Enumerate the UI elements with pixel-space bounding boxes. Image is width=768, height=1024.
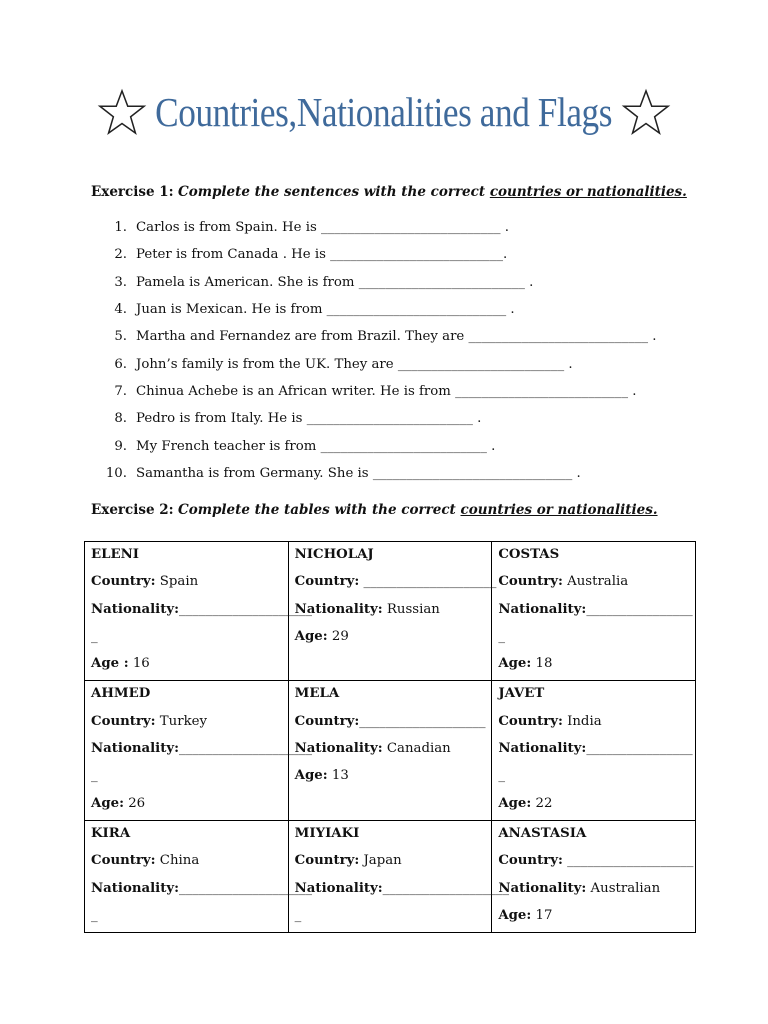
star-right-icon — [622, 88, 670, 136]
field-value: _ — [294, 907, 302, 923]
field-value: ___________________ — [382, 880, 509, 896]
sentence-text: Pamela is American. She is from _________________________ . — [136, 274, 534, 290]
profile-field — [295, 599, 486, 626]
field-value: _ — [498, 768, 505, 784]
profile-cell — [85, 820, 312, 932]
field-value: ____________________ — [179, 741, 312, 757]
sentence-item — [90, 460, 656, 487]
profile-field — [294, 571, 497, 598]
field-value: Russian — [382, 601, 440, 617]
field-value: _ — [498, 628, 505, 644]
profile-field — [295, 626, 486, 653]
field-label: Country: — [294, 853, 360, 869]
sentence-item — [90, 269, 656, 296]
sentence-number: 5. — [114, 329, 127, 345]
field-label: Country: — [498, 574, 563, 590]
person-name: ELENI — [91, 547, 139, 562]
field-label: Country: — [91, 574, 156, 590]
person-name: KIRA — [91, 825, 131, 841]
profile-field — [498, 571, 689, 598]
table-row — [85, 542, 696, 681]
profile-cell — [492, 820, 696, 932]
field-label: Country: — [91, 853, 156, 869]
exercise-1-heading — [91, 184, 687, 200]
profile-field — [91, 653, 282, 680]
field-value: ____________________ — [179, 601, 312, 617]
field-value: 22 — [531, 795, 553, 811]
field-label: Age: — [294, 628, 328, 644]
sentence-text: My French teacher is from _________________________ . — [136, 438, 496, 454]
person-name: ANASTASIA — [498, 825, 587, 841]
profile-field — [91, 738, 312, 765]
profile-field — [91, 626, 282, 653]
profile-cell — [288, 542, 497, 681]
field-value: 18 — [531, 656, 553, 672]
sentence-text: Juan is Mexican. He is from ___________________________ . — [136, 302, 515, 318]
sentence-list — [90, 214, 656, 487]
sentence-text: Martha and Fernandez are from Brazil. They are ___________________________ . — [136, 329, 657, 345]
sentence-text: John’s family is from the UK. They are _________________________ . — [136, 356, 573, 372]
sentence-number: 1. — [114, 220, 127, 236]
field-label: Country: — [498, 713, 563, 729]
sentence-number: 9. — [114, 438, 127, 454]
field-value: 29 — [327, 628, 349, 644]
field-value: ____________________ — [179, 880, 312, 896]
sentence-number: 6. — [114, 356, 127, 372]
profile-field — [91, 765, 282, 792]
field-value: China — [155, 853, 200, 869]
profiles-table — [84, 541, 696, 933]
sentence-number: 8. — [114, 411, 127, 427]
sentence-text: Carlos is from Spain. He is ___________________________ . — [136, 220, 509, 236]
field-label: Country: — [294, 574, 360, 590]
profile-cell — [288, 681, 492, 820]
sentence-text: Chinua Achebe is an African writer. He is from __________________________ . — [136, 383, 637, 399]
profile-field — [295, 738, 486, 765]
field-value: Turkey — [155, 713, 208, 729]
sentence-item — [90, 378, 656, 405]
person-name: MIYIAKI — [294, 825, 360, 841]
profile-field — [498, 765, 689, 792]
profile-cell — [288, 820, 509, 932]
field-label: Nationality: — [498, 880, 587, 896]
sentence-number: 10. — [105, 465, 127, 481]
profile-field — [498, 599, 693, 626]
field-value: _ — [91, 907, 98, 923]
profile-field — [498, 905, 689, 932]
sentence-item — [90, 405, 656, 432]
profile-field — [91, 711, 282, 738]
sentence-item — [90, 214, 656, 241]
person-name: AHMED — [91, 686, 151, 702]
sentence-number: 7. — [114, 383, 127, 399]
profile-field — [295, 850, 486, 877]
profile-field — [91, 599, 312, 626]
profile-field — [498, 738, 693, 765]
star-left-icon — [98, 88, 146, 136]
field-value: Canadian — [382, 741, 451, 757]
table-row — [85, 820, 696, 932]
field-value: _ — [91, 628, 98, 644]
field-value: Australia — [562, 574, 629, 590]
field-value: ___________________ — [359, 713, 486, 729]
exercise-2-heading — [91, 502, 658, 518]
field-label: Nationality: — [498, 601, 587, 617]
sentence-text: Pedro is from Italy. He is _________________________ . — [136, 411, 482, 427]
sentence-text: Samantha is from Germany. She is ______________________________ . — [136, 465, 581, 481]
field-label: Nationality: — [91, 741, 179, 757]
title-row — [0, 82, 768, 142]
sentence-number: 2. — [114, 247, 127, 263]
profile-field — [295, 905, 486, 932]
exercise-label: Exercise 1: — [91, 184, 174, 200]
table-row — [85, 681, 696, 820]
field-label: Nationality: — [91, 880, 179, 896]
profile-cell — [85, 681, 312, 820]
field-value: _ — [91, 768, 98, 784]
person-name: NICHOLAJ — [294, 547, 374, 562]
sentence-number: 3. — [114, 274, 127, 290]
field-label: Age: — [498, 656, 532, 672]
profile-cell — [492, 681, 696, 820]
sentence-item — [90, 432, 656, 459]
profile-field — [498, 653, 689, 680]
profile-field — [91, 571, 282, 598]
field-label: Nationality: — [294, 741, 383, 757]
profile-field — [498, 878, 689, 905]
field-label: Age: — [498, 795, 532, 811]
field-label: Nationality: — [294, 601, 383, 617]
field-value: ____________________ — [359, 574, 497, 590]
profile-field — [91, 878, 312, 905]
field-value: ___________________ — [562, 853, 694, 869]
field-value: India — [562, 713, 602, 729]
page-title: Countries,Nationalities and Flags — [155, 89, 613, 135]
field-value: Australian — [586, 880, 661, 896]
field-value: 26 — [123, 795, 146, 811]
profile-cell — [492, 542, 696, 681]
profile-field — [91, 905, 282, 932]
sentence-number: 4. — [114, 302, 127, 318]
field-value: 16 — [128, 656, 150, 672]
sentence-item — [90, 296, 656, 323]
field-value: ________________ — [586, 601, 693, 617]
profile-field — [498, 793, 689, 820]
exercise-label: Exercise 2: — [91, 502, 174, 518]
profile-cell — [85, 542, 312, 681]
profile-field — [498, 711, 689, 738]
sentence-text: Peter is from Canada . He is __________________________. — [136, 247, 508, 263]
sentence-item — [90, 323, 656, 350]
field-value: Japan — [359, 853, 402, 869]
field-label: Age : — [91, 656, 129, 672]
field-label: Country: — [294, 713, 360, 729]
profile-field — [295, 765, 486, 792]
person-name: MELA — [294, 686, 340, 702]
field-value: ________________ — [586, 741, 693, 757]
field-label: Age: — [498, 907, 532, 923]
field-label: Age: — [294, 768, 328, 784]
profile-field — [91, 793, 282, 820]
field-label: Nationality: — [498, 741, 587, 757]
person-name: COSTAS — [498, 547, 560, 562]
exercise-instruction: Complete the tables with the correct countries or nationalities. — [177, 502, 658, 518]
sentence-item — [90, 350, 656, 377]
profile-field — [498, 626, 689, 653]
sentence-item — [90, 241, 656, 268]
profile-field — [294, 878, 509, 905]
field-value: 13 — [327, 768, 349, 784]
field-label: Age: — [91, 795, 124, 811]
field-value: Spain — [155, 574, 199, 590]
field-label: Country: — [498, 853, 563, 869]
profile-field — [498, 850, 694, 877]
field-label: Nationality: — [294, 880, 383, 896]
field-value: 17 — [531, 907, 553, 923]
profile-field — [295, 711, 486, 738]
exercise-instruction: Complete the sentences with the correct countries or nationalities. — [177, 184, 687, 200]
field-label: Nationality: — [91, 601, 179, 617]
profile-field — [91, 850, 282, 877]
person-name: JAVET — [498, 686, 545, 702]
field-label: Country: — [91, 713, 156, 729]
